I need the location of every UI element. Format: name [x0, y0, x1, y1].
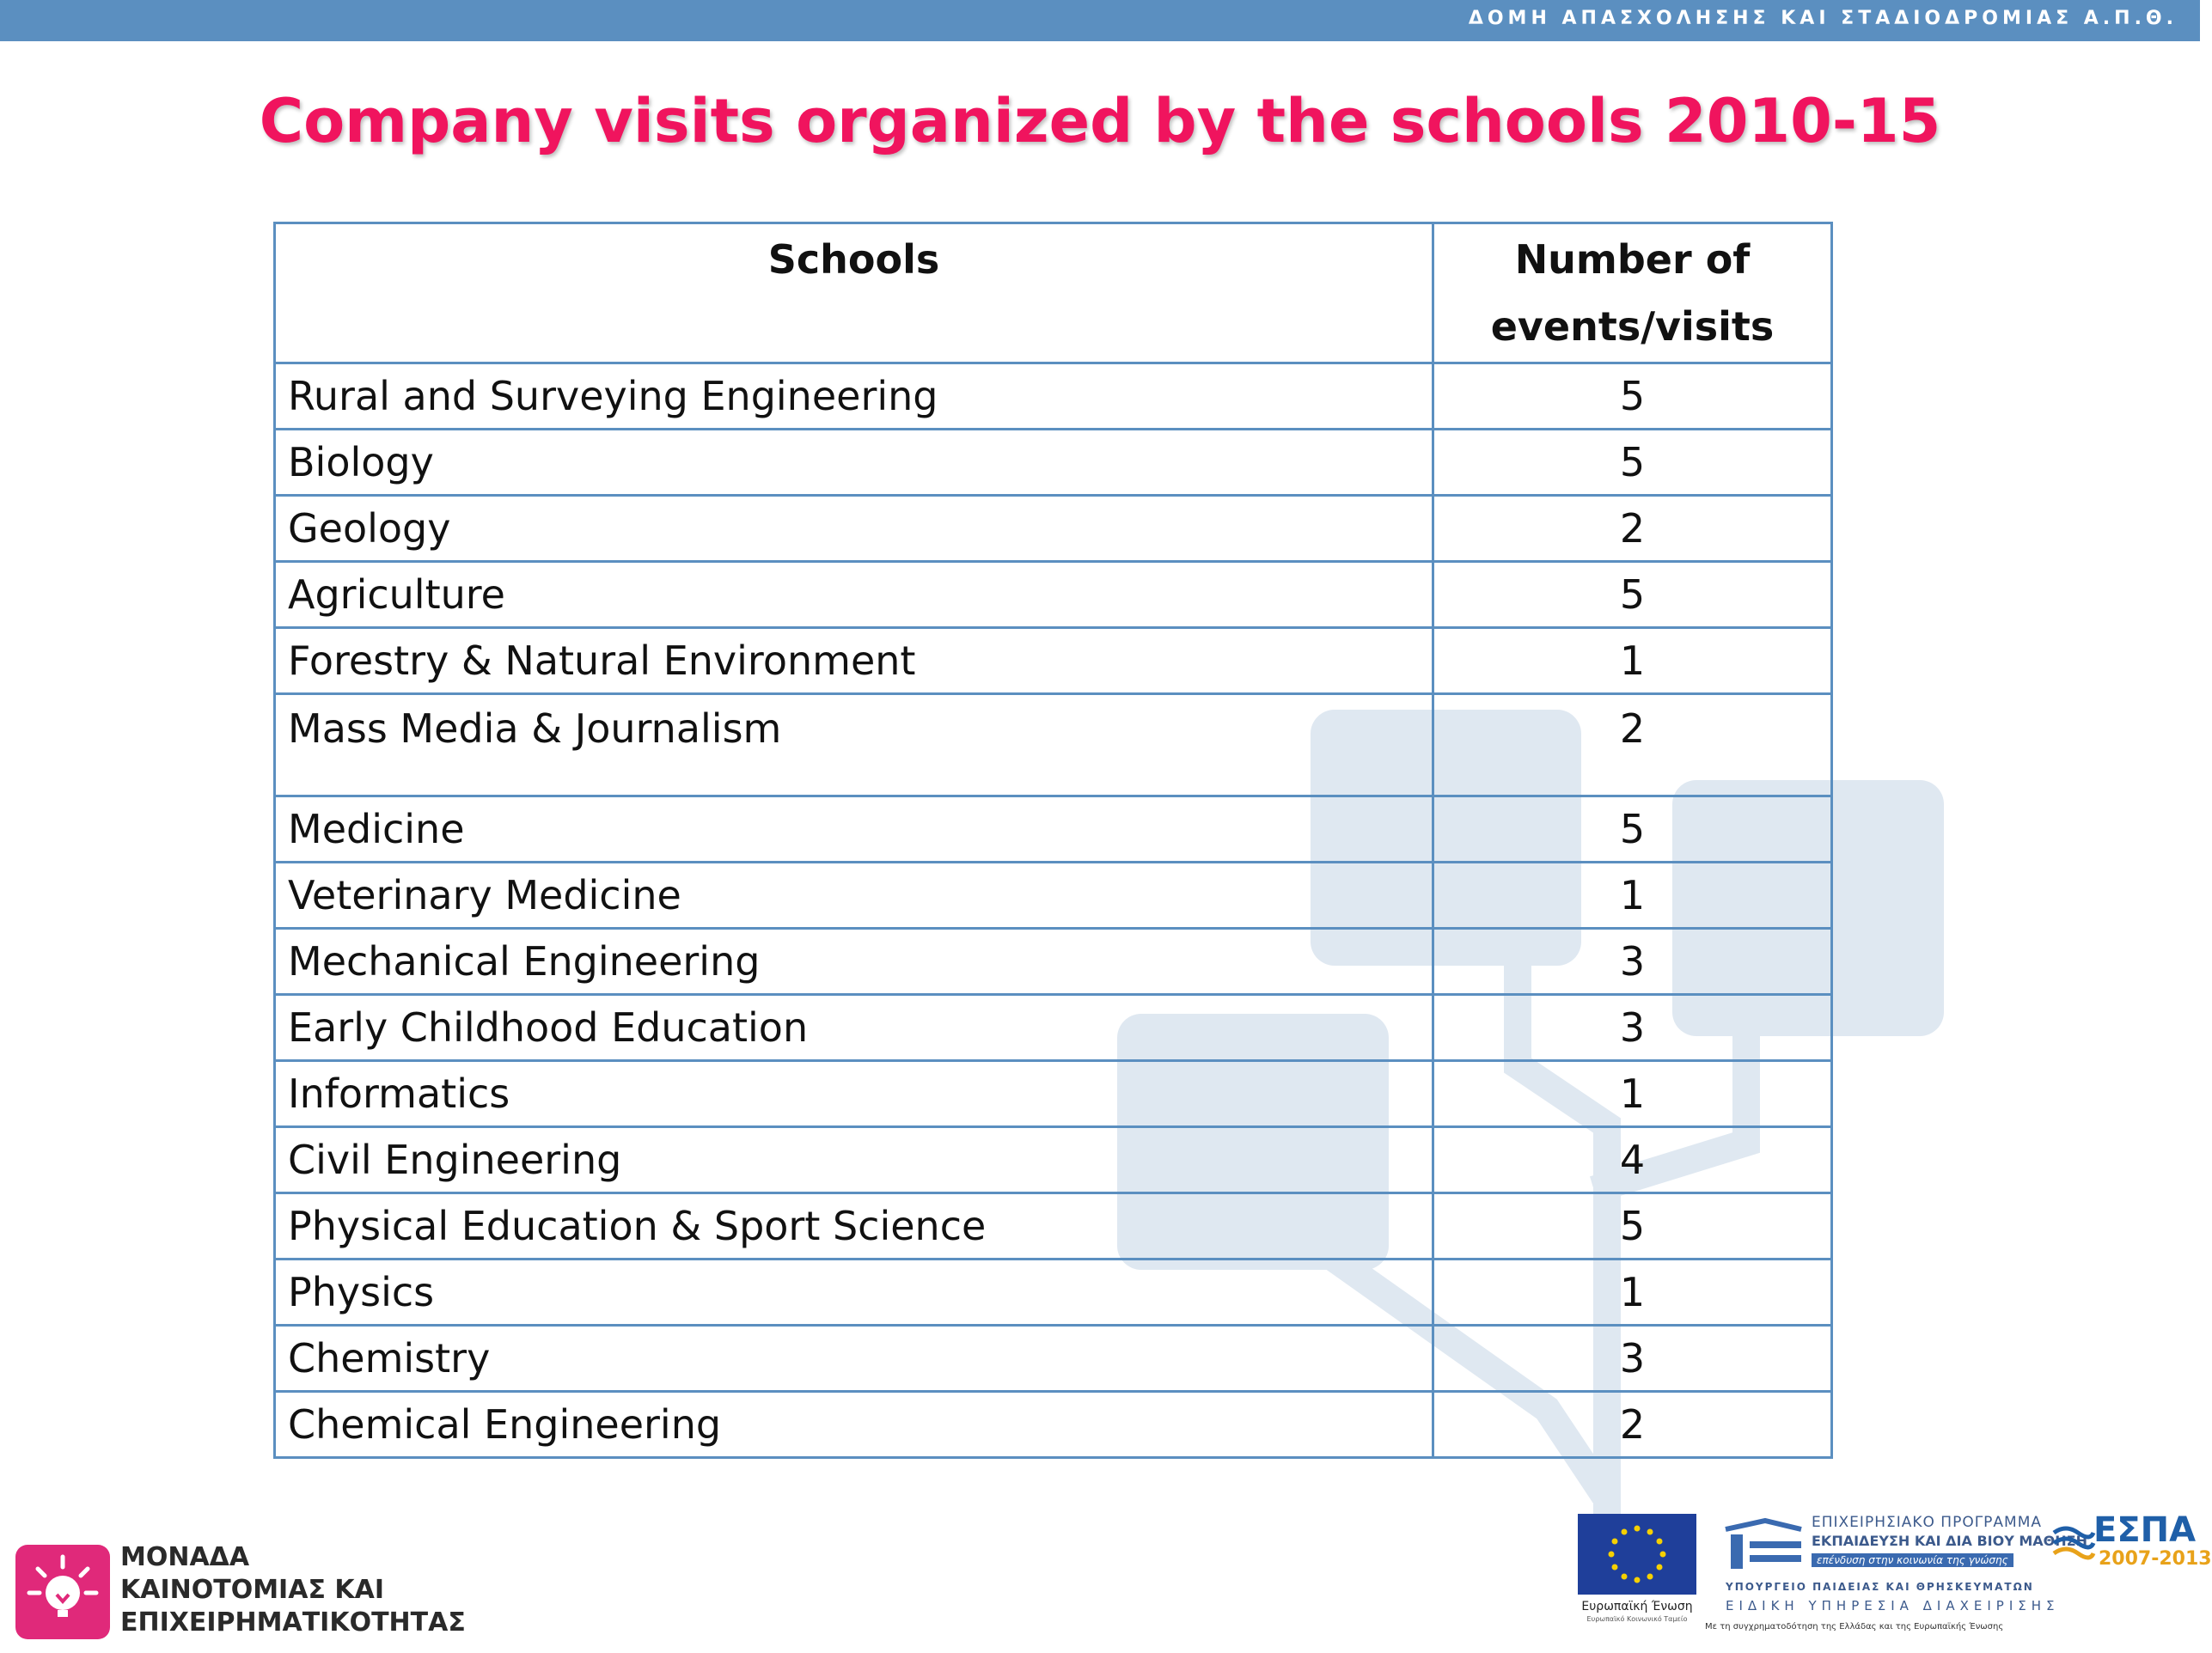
- school-name: Civil Engineering: [275, 1127, 1433, 1193]
- operational-programme-logo: [1705, 1514, 2087, 1643]
- school-name: Mechanical Engineering: [275, 929, 1433, 995]
- eu-flag-icon: [1578, 1514, 1696, 1595]
- school-name: Rural and Surveying Engineering: [275, 363, 1433, 430]
- espa-title: ΕΣΠΑ: [2093, 1510, 2197, 1550]
- table-row: [275, 796, 1832, 863]
- school-name: Physics: [275, 1260, 1433, 1326]
- table-row: [275, 995, 1832, 1061]
- op-line1: ΕΠΙΧΕΙΡΗΣΙΑΚΟ ΠΡΟΓΡΑΜΜΑ: [1812, 1514, 2043, 1531]
- table-row: [275, 929, 1832, 995]
- header-count-line1: Number of: [1514, 236, 1751, 283]
- header-count: [1433, 223, 1832, 363]
- eu-star: [1660, 1552, 1666, 1558]
- table-row: [275, 863, 1832, 929]
- organization-name: ΔΟΜΗ ΑΠΑΣΧΟΛΗΣΗΣ ΚΑΙ ΣΤΑΔΙΟΔΡΟΜΙΑΣ Α.Π.Θ.: [1468, 8, 2178, 29]
- eu-caption: Ευρωπαϊκή Ένωση: [1581, 1600, 1693, 1613]
- espa-years: 2007-2013: [2099, 1548, 2212, 1570]
- eu-star: [1647, 1574, 1653, 1580]
- visit-count: 3: [1433, 929, 1832, 995]
- school-name: Biology: [275, 430, 1433, 496]
- visit-count: 1: [1433, 863, 1832, 929]
- unit-logo-line1: ΜΟΝΑΔΑ: [120, 1542, 250, 1572]
- schools-table: [273, 222, 1833, 1459]
- eu-star: [1635, 1526, 1641, 1532]
- table-row: [275, 1392, 1832, 1458]
- unit-logo-text: [120, 1541, 466, 1639]
- op-line6: Με τη συγχρηματοδότηση της Ελλάδας και της Ευρωπαϊκής Ένωσης: [1705, 1622, 2004, 1632]
- visit-count: 3: [1433, 1326, 1832, 1392]
- lightbulb-icon: [15, 1545, 110, 1639]
- school-name: Geology: [275, 496, 1433, 562]
- eu-star: [1609, 1552, 1615, 1558]
- visit-count: 5: [1433, 363, 1832, 430]
- espa-logo: [2050, 1510, 2212, 1605]
- school-name: Agriculture: [275, 562, 1433, 628]
- visit-count: 5: [1433, 1193, 1832, 1260]
- visit-count: 5: [1433, 796, 1832, 863]
- eu-star: [1657, 1565, 1663, 1571]
- table-row: [275, 496, 1832, 562]
- visit-count: 4: [1433, 1127, 1832, 1193]
- op-emblem-icon: [1722, 1516, 1805, 1576]
- table-row: [275, 1061, 1832, 1127]
- op-line5: ΕΙΔΙΚΗ ΥΠΗΡΕΣΙΑ ΔΙΑΧΕΙΡΙΣΗΣ: [1726, 1598, 2060, 1613]
- eu-star: [1612, 1539, 1618, 1545]
- innovation-unit-logo: [12, 1538, 466, 1641]
- eu-logo: [1578, 1514, 1696, 1627]
- table-row: [275, 694, 1832, 796]
- school-name: Chemical Engineering: [275, 1392, 1433, 1458]
- op-line2: ΕΚΠΑΙΔΕΥΣΗ ΚΑΙ ΔΙΑ ΒΙΟΥ ΜΑΘΗΣΗ: [1812, 1533, 2087, 1549]
- header-schools: Schools: [275, 223, 1433, 363]
- unit-logo-line3: ΕΠΙΧΕΙΡΗΜΑΤΙΚΟΤΗΤΑΣ: [120, 1607, 466, 1638]
- visit-count: 2: [1433, 1392, 1832, 1458]
- school-name: Early Childhood Education: [275, 995, 1433, 1061]
- table-row: [275, 628, 1832, 694]
- espa-wave-icon: [2052, 1517, 2095, 1577]
- visit-count: 1: [1433, 1260, 1832, 1326]
- visit-count: 2: [1433, 694, 1832, 796]
- table-row: [275, 1260, 1832, 1326]
- visit-count: 3: [1433, 995, 1832, 1061]
- eu-subcaption: Ευρωπαϊκό Κοινωνικό Ταμείο: [1586, 1615, 1688, 1623]
- visit-count: 5: [1433, 562, 1832, 628]
- school-name: Informatics: [275, 1061, 1433, 1127]
- table-row: [275, 562, 1832, 628]
- visit-count: 1: [1433, 1061, 1832, 1127]
- table-row: [275, 1127, 1832, 1193]
- school-name: Veterinary Medicine: [275, 863, 1433, 929]
- table-row: [275, 1193, 1832, 1260]
- school-name: Physical Education & Sport Science: [275, 1193, 1433, 1260]
- table-row: [275, 363, 1832, 430]
- table-row: [275, 1326, 1832, 1392]
- header-count-line2: events/visits: [1490, 303, 1775, 350]
- school-name: Forestry & Natural Environment: [275, 628, 1433, 694]
- eu-star: [1647, 1529, 1653, 1535]
- school-name: Chemistry: [275, 1326, 1433, 1392]
- eu-star: [1612, 1565, 1618, 1571]
- op-line4: ΥΠΟΥΡΓΕΙΟ ΠΑΙΔΕΙΑΣ ΚΑΙ ΘΡΗΣΚΕΥΜΑΤΩΝ: [1726, 1581, 2034, 1593]
- eu-star: [1622, 1574, 1628, 1580]
- school-name: Mass Media & Journalism: [275, 694, 1433, 796]
- eu-star: [1622, 1529, 1628, 1535]
- visit-count: 2: [1433, 496, 1832, 562]
- table-header-row: [275, 223, 1832, 363]
- eu-star: [1635, 1577, 1641, 1583]
- visit-count: 1: [1433, 628, 1832, 694]
- school-name: Medicine: [275, 796, 1433, 863]
- table-row: [275, 430, 1832, 496]
- slide-title: Company visits organized by the schools 2010-15: [259, 86, 1941, 156]
- visit-count: 5: [1433, 430, 1832, 496]
- op-line3: επένδυση στην κοινωνία της γνώσης: [1812, 1553, 2013, 1567]
- eu-star: [1657, 1539, 1663, 1545]
- unit-logo-line2: ΚΑΙΝΟΤΟΜΙΑΣ ΚΑΙ: [120, 1575, 385, 1605]
